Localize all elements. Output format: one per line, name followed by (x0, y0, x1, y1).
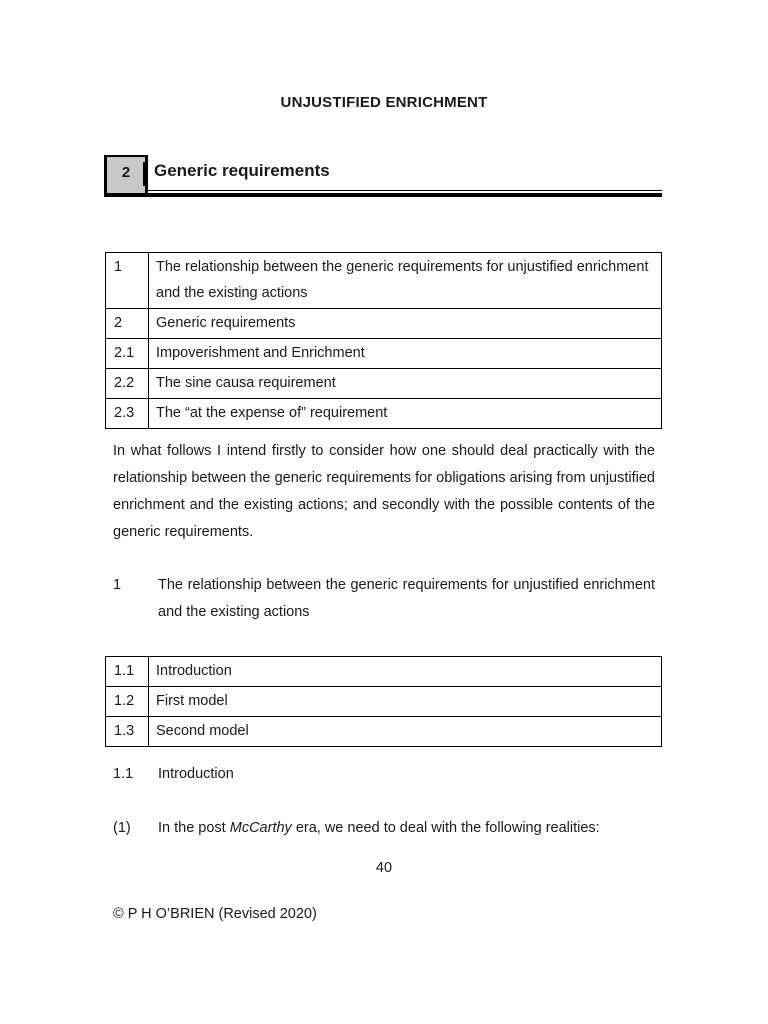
table-row (106, 369, 662, 399)
table-row (106, 399, 662, 429)
subsection-title: Introduction (158, 766, 234, 782)
section-number: 1 (113, 577, 122, 593)
section-title: The relationship between the generic requirements for unjustified enrichment and the existing actions (158, 577, 655, 620)
toc-text: The “at the expense of” requirement (149, 399, 662, 429)
toc-text: Second model (149, 717, 662, 747)
chapter-rule (104, 193, 662, 197)
toc-num: 2.2 (106, 369, 149, 399)
chapter-title: Generic requirements (154, 161, 330, 180)
table-row (106, 253, 662, 309)
copyright-notice: © P H O’BRIEN (Revised 2020) (113, 906, 317, 922)
intro-paragraph: In what follows I intend firstly to consider how one should deal practically with the relationship between the generic requirements for obligations arising from unjustified enrichment and the existing actions; and secondly with the possible contents of the generic requirements. (113, 443, 655, 540)
toc-num: 1.2 (106, 687, 149, 717)
chapter-rule-thin (104, 190, 662, 191)
toc-num: 2 (106, 309, 149, 339)
table-row (106, 657, 662, 687)
toc-main-table (105, 252, 662, 429)
case-name: McCarthy (229, 820, 292, 836)
toc-num: 2.1 (106, 339, 149, 369)
toc-text: The sine causa requirement (149, 369, 662, 399)
point-text-after: era, we need to deal with the following realities: (291, 820, 600, 836)
toc-num: 1.3 (106, 717, 149, 747)
table-row (106, 717, 662, 747)
toc-text: The relationship between the generic requirements for unjustified enrichment and the existing actions (149, 253, 662, 309)
subsection-number: 1.1 (113, 766, 134, 782)
point-text (158, 815, 655, 842)
page-number: 40 (375, 860, 393, 876)
toc-text: Introduction (149, 657, 662, 687)
table-row (106, 309, 662, 339)
toc-num: 2.3 (106, 399, 149, 429)
toc-section1-table (105, 656, 662, 747)
toc-num: 1 (106, 253, 149, 309)
toc-num: 1.1 (106, 657, 149, 687)
chapter-bar (143, 162, 148, 186)
toc-text: First model (149, 687, 662, 717)
point-text-before: In the post (158, 820, 230, 836)
point-number: (1) (113, 820, 131, 836)
toc-text: Impoverishment and Enrichment (149, 339, 662, 369)
table-row (106, 687, 662, 717)
toc-text: Generic requirements (149, 309, 662, 339)
chapter-number: 2 (121, 164, 131, 181)
page-title: UNJUSTIFIED ENRICHMENT (280, 94, 488, 111)
chapter-number-box (104, 155, 148, 195)
table-row (106, 339, 662, 369)
